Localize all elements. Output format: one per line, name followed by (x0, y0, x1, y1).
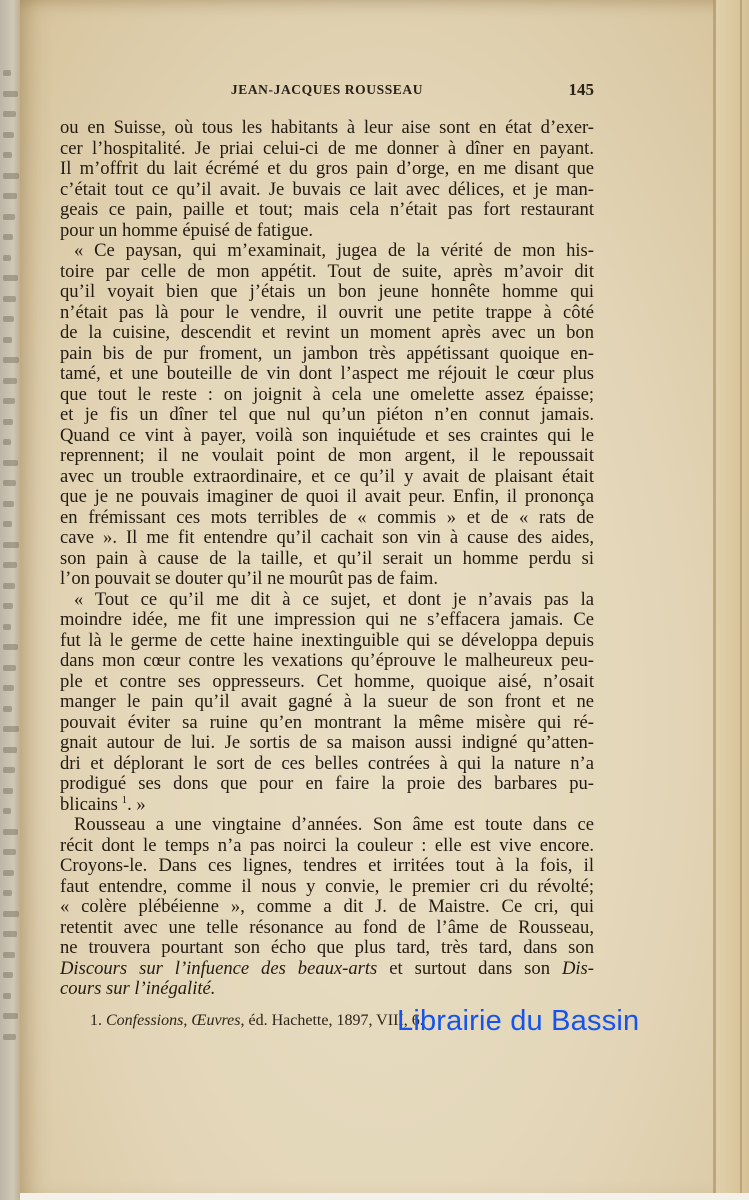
text-line: en frémissant ces mots terribles de « commis » et de « rats de (60, 506, 594, 528)
text-line: c’était tout ce qu’il avait. Je buvais ce lait avec délices, et je man- (60, 178, 594, 200)
text-line: faut entendre, comme il nous y convie, le premier cri du révolté; (60, 875, 594, 897)
text-line: son pain à cause de la taille, et qu’il serait un homme perdu si (60, 547, 594, 569)
text-line: prodigué ses dons que pour en faire la proie des barbares pu- (60, 773, 594, 794)
facing-page-text-fragment (3, 501, 14, 507)
text-line: geais ce pain, paille et tout; mais cela n’était pas fort restaurant (60, 199, 594, 220)
facing-page-text-fragment (3, 788, 13, 794)
page-fore-edge (716, 0, 749, 1200)
page-number: 145 (568, 80, 594, 99)
facing-page-text-fragment (3, 665, 16, 671)
text-line: que je ne pouvais imaginer de quoi il avait peur. Enfin, il prononça (60, 486, 594, 507)
facing-page-text-fragment (3, 1013, 18, 1019)
facing-page-text-fragment (3, 255, 11, 261)
facing-page-text-fragment (3, 624, 11, 630)
facing-page-text-fragment (3, 562, 17, 568)
facing-page-text-fragment (3, 603, 13, 609)
facing-page-text-fragment (3, 747, 17, 753)
page-header (60, 80, 594, 100)
text-line: cer l’hospitalité. Je priai celui-ci de me donner à dîner en payant. (60, 137, 594, 159)
facing-page-text-fragment (3, 214, 15, 220)
text-line: ou en Suisse, où tous les habitants à leur aise sont en état d’exer- (60, 117, 594, 138)
text-line: pouvait éviter sa ruine qu’en montrant la même misère qui ré- (60, 711, 594, 733)
facing-page-text-fragment (3, 911, 19, 917)
paragraph (60, 118, 594, 241)
facing-page-text-fragment (3, 357, 19, 363)
facing-page-text-fragment (3, 644, 18, 650)
facing-page-text-fragment (3, 726, 19, 732)
facing-page-text-fragment (3, 193, 17, 199)
text-line: « Tout ce qu’il me dit à ce sujet, et dont je n’avais pas la (74, 588, 594, 610)
text-line: qu’il voyait bien que j’étais un bon jeune honnête homme qui (60, 281, 594, 302)
text-line: l’on pouvait se douter qu’il ne mourût pas de faim. (60, 568, 438, 589)
facing-page-text-fragment (3, 521, 12, 527)
facing-page-text-fragment (3, 460, 18, 466)
text-line: gnait autour de lui. Je sortis de sa maison aussi indigné qu’atten- (60, 732, 594, 753)
footnote-ref[interactable]: 1 (121, 793, 128, 806)
text-line (60, 795, 594, 816)
facing-page-text-fragment (3, 952, 15, 958)
paragraph (60, 590, 594, 816)
text-line: reprennent; il ne voulait point de mon argent, il le repoussait (60, 445, 594, 466)
text-line: ple et contre ses oppresseurs. Cet homme, quoique aisé, n’osait (60, 670, 594, 692)
facing-page-text-fragment (3, 685, 14, 691)
facing-page-text-fragment (3, 439, 11, 445)
text-line: cave ». Il me fit entendre qu’il cachait son vin à cause des aides, (60, 527, 594, 548)
text-line: n’était pas là pour le vendre, il ouvrit une petite trappe à côté (60, 301, 594, 323)
text-line: « Ce paysan, qui m’examinait, jugea de la vérité de mon his- (74, 240, 594, 261)
facing-page-text-fragment (3, 296, 16, 302)
text-line: moindre idée, me fit une impression qui ne s’effacera jamais. Ce (60, 609, 594, 630)
facing-page-text-fragment (3, 275, 18, 281)
text-line: pain bis de pur froment, un jambon très appétissant quoique en- (60, 342, 594, 364)
text-line: dans mon cœur contre les vexations qu’éprouve le malheureux peu- (60, 650, 594, 671)
text-line: et je fis un dîner tel que nul qu’un piéton n’en connut jamais. (60, 404, 594, 425)
facing-page-text-fragment (3, 542, 19, 548)
text-line: dri et déplorant le sort de ces belles contrées à qui la nature n’a (60, 752, 594, 774)
text-line (60, 979, 594, 1000)
bottom-edge (20, 1193, 749, 1200)
facing-page-text-fragment (3, 70, 11, 76)
facing-page-text-fragment (3, 316, 14, 322)
facing-page-text-fragment (3, 1034, 16, 1040)
page-edge-line (713, 0, 716, 1195)
footnote-rest: , éd. Hachette, 1897, VIII, 6. (240, 1012, 424, 1029)
text-line: Croyons-le. Dans ces lignes, tendres et irritées tout à la fois, il (60, 855, 594, 876)
facing-page-text-fragment (3, 890, 12, 896)
facing-page-text-fragment (3, 829, 18, 835)
page-edge-line (740, 0, 742, 1195)
facing-page-text-fragment (3, 706, 12, 712)
facing-page-text-fragment (3, 808, 11, 814)
footnote-title: Confessions (106, 1012, 184, 1029)
text-line: de la cuisine, descendit et revint un moment après avec un bon (60, 322, 594, 343)
italic-title: Dis- (561, 957, 594, 979)
paragraph (60, 815, 594, 1000)
text-line: récit dont le temps n’a pas noirci la couleur : elle est vive encore. (60, 834, 594, 856)
facing-page-text-fragment (3, 419, 13, 425)
watermark: Librairie du Bassin (397, 1005, 640, 1037)
facing-page-text-fragment (3, 870, 14, 876)
text-line: fut là le germe de cette haine inextinguible qui se développa depuis (60, 629, 594, 651)
paragraph (60, 241, 594, 590)
text-line: avec un trouble extraordinaire, et ce qu’il y avait de plaisant était (60, 465, 594, 487)
text-line: retentit avec une telle résonance au fond de l’âme de Rousseau, (60, 916, 594, 938)
italic-title: cours sur l’inégalité. (60, 978, 216, 999)
facing-page-text-fragment (3, 173, 19, 179)
text-line: Rousseau a une vingtaine d’années. Son âme est toute dans ce (74, 814, 594, 835)
footnote-works: Œuvres (191, 1012, 241, 1029)
text-fragment: , (183, 1012, 192, 1029)
facing-page-text-fragment (3, 849, 16, 855)
italic-title: Discours sur l’infuence des beaux-arts (60, 957, 378, 979)
text-line (60, 959, 594, 980)
footnote (90, 1012, 424, 1030)
text-line: Il m’offrit du lait écrémé et du gros pain d’orge, en me disant que (60, 158, 594, 179)
text-line: ne trouvera pourtant son écho que plus tard, très tard, dans son (60, 937, 594, 958)
facing-page-text-fragment (3, 931, 17, 937)
running-head: JEAN-JACQUES ROUSSEAU (230, 82, 424, 97)
facing-page-text-fragment (3, 91, 18, 97)
text-fragment: . » (127, 793, 146, 815)
facing-page-text-fragment (3, 378, 17, 384)
text-line: pour un homme épuisé de fatigue. (60, 219, 314, 241)
facing-page-text-fragment (3, 583, 15, 589)
facing-page-text-fragment (3, 993, 11, 999)
text-line: Quand ce vint à payer, voilà son inquiétude et ses craintes qui le (60, 424, 594, 446)
facing-page-text-fragment (3, 767, 15, 773)
text-line: que tout le reste : on joignit à cela une omelette assez épaisse; (60, 383, 594, 405)
facing-page-edge (0, 0, 22, 1200)
text-line: tamé, et une bouteille de vin dont l’aspect me réjouit le cœur plus (60, 363, 594, 384)
text-fragment: blicains (60, 793, 118, 815)
footnote-number: 1. (90, 1012, 102, 1029)
text-line: manger le pain qu’il avait gagné à la sueur de son front et ne (60, 691, 594, 712)
text-line: « colère plébéienne », comme a dit J. de Maistre. Ce cri, qui (60, 896, 594, 917)
facing-page-text-fragment (3, 480, 16, 486)
facing-page-text-fragment (3, 972, 13, 978)
facing-page-text-fragment (3, 111, 16, 117)
text-fragment: et surtout dans son (377, 957, 562, 979)
facing-page-text-fragment (3, 152, 12, 158)
facing-page-text-fragment (3, 132, 14, 138)
facing-page-text-fragment (3, 234, 13, 240)
facing-page-text-fragment (3, 398, 15, 404)
facing-page-text-fragment (3, 337, 12, 343)
text-line: toire par celle de mon appétit. Tout de suite, après m’avoir dit (60, 260, 594, 282)
body-text (60, 118, 594, 1000)
